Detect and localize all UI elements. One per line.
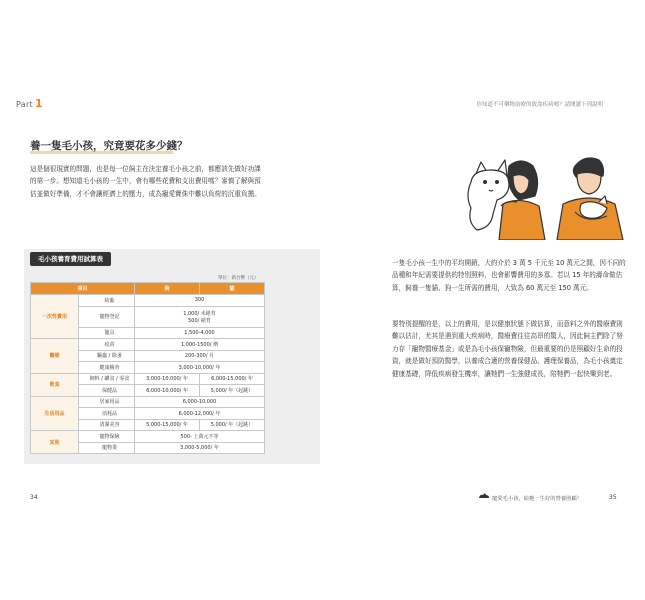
table-row	[31, 431, 265, 443]
header-dog: 狗	[135, 283, 200, 295]
item-cell: 消耗品	[79, 408, 135, 420]
item-cell: 居家用品	[79, 396, 135, 408]
body-paragraph-1: 一隻毛小孩一生中的平均開銷，大約介於 3 萬 5 千元至 10 萬元之間，因不同的品種和年紀需要提供的特別照料，也會影響費用的多寡。若以 15 年的壽命做估算，飼養一隻貓、狗一生所需的費用，大致為 60 萬元至 150 萬元。	[392, 259, 626, 292]
body-paragraph-2: 要特別提醒的是，以上的費用，是以健康狀態下做估算，而意料之外的醫療費則難以估計，尤其是遇到重大疾病時，醫療費往往高昂的驚人，因此飼主們除了努力存「寵物醫療基金」或是為毛小孩保寵物險，但最重要的仍是照顧好生命的投資，就是做好預防醫學，以養成合適的營養保健品、護理保養品，為毛小孩奠定健康基礎，降低疾病發生機率，讓牠們一生強健成長，陪牠們一起快樂到老。	[392, 320, 623, 378]
value-cell-dog: 3,000-10,000/ 年	[135, 373, 200, 385]
part-label: Part 1	[16, 97, 43, 110]
footer-dog-icon	[478, 492, 490, 500]
value-cell: 3,000-10,000/ 年	[135, 362, 265, 374]
category-cell: 其他	[31, 431, 79, 454]
value-cell: 3,000-5,000/ 年	[135, 442, 265, 454]
value-cell: 300	[135, 295, 265, 307]
category-cell: 一次性費用	[31, 295, 79, 339]
section-title: 養一隻毛小孩，究竟要花多少錢？	[30, 140, 188, 152]
value-cell-cat: 6,000-15,000/ 年	[200, 373, 265, 385]
value-cell: 1,000/ 未絕育 500/ 絕育	[135, 306, 265, 327]
item-cell: 結紮	[79, 295, 135, 307]
value-cell-cat: 5,000/ 年（起跳）	[200, 385, 265, 397]
value-cell: 1,500-4,000	[135, 327, 265, 339]
value-cell: 1,000-1500/ 劑	[135, 339, 265, 351]
table-row	[31, 396, 265, 408]
item-cell: 寵物保險	[79, 431, 135, 443]
part-number: 1	[35, 97, 43, 110]
running-head: 你知道不可藥物治療的致命疾病嗎？請閱讀下列說明	[476, 102, 603, 108]
footer-caption: 寵愛毛小孩，給牠一生好的營養照顧！	[492, 496, 583, 502]
item-cell: 飼料 / 罐食 / 零食	[79, 373, 135, 385]
cost-table	[30, 282, 265, 454]
header-item: 項目	[31, 283, 135, 295]
value-cell: 6,000-12,000/ 年	[135, 408, 265, 420]
dog-and-owners-illustration	[463, 152, 628, 240]
value-cell-cat: 5,000/ 年（起跳）	[200, 419, 265, 431]
page-number-right: 35	[609, 494, 617, 501]
category-cell: 飲食	[31, 373, 79, 396]
page-number-left: 34	[30, 494, 38, 501]
item-cell: 健康檢查	[79, 362, 135, 374]
item-cell: 寵物業	[79, 442, 135, 454]
value-cell-dog: 6,000-10,000/ 年	[135, 385, 200, 397]
value-cell: 200-300/ 月	[135, 350, 265, 362]
value-cell: 500- 上萬元不等	[135, 431, 265, 443]
item-cell: 驅蟲 / 除蚤	[79, 350, 135, 362]
item-cell: 寵物登記	[79, 306, 135, 327]
table-row	[31, 373, 265, 385]
value-cell: 6,000-10,000	[135, 396, 265, 408]
header-cat: 貓	[200, 283, 265, 295]
unit-note: 單位：新台幣（元）	[218, 276, 259, 281]
category-cell: 生活用品	[31, 396, 79, 431]
value-cell-dog: 5,000-15,000/ 年	[135, 419, 200, 431]
table-row	[31, 295, 265, 307]
item-cell: 籠具	[79, 327, 135, 339]
table-row	[31, 339, 265, 351]
table-title: 毛小孩養育費用試算表	[30, 252, 111, 266]
man-icon	[557, 158, 623, 240]
item-cell: 疫苗	[79, 339, 135, 351]
item-cell: 清潔美容	[79, 419, 135, 431]
category-cell: 醫療	[31, 339, 79, 374]
intro-paragraph: 這是個很現實的問題，也是每一位飼主在決定養毛小孩之前，都應該先做好功課的第一步。想知道毛小孩的一生中，會有哪些花費和支出費用嗎？審慎了解與預估並做好準備，才不會讓經濟上的壓力，成為寵愛寶侏中難以負荷的沉重負擔。	[30, 165, 261, 198]
item-cell: 保健品	[79, 385, 135, 397]
